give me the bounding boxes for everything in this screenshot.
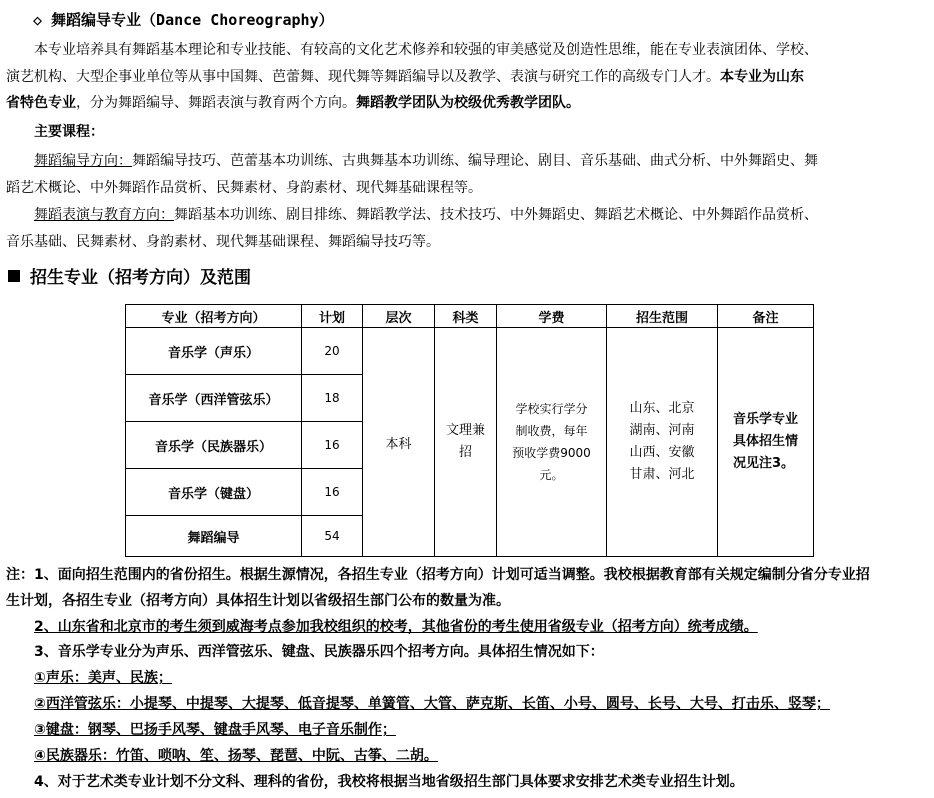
fee-line-1: 学校实行学分 [515,402,588,416]
scope-line-4: 甘肃、河北 [629,467,695,482]
fee-text [512,398,591,486]
header-level: 层次 [363,305,435,328]
header-major: 专业（招考方向） [126,305,302,328]
plan-cell: 16 [302,469,363,516]
scope-text [629,398,694,486]
fee-line-3: 预收学费9000 [512,446,591,460]
level-cell [363,328,435,557]
choreo-line-2: 蹈艺术概论、中外舞蹈作品赏析、民舞素材、身韵素材、现代舞基础课程等。 [6,180,482,196]
table-header-row [126,305,814,328]
major-cell: 舞蹈编导 [126,516,302,557]
courses-heading: 主要课程： [34,124,104,140]
intro-line-2-text: 演艺机构、大型企事业单位等从事中国舞、芭蕾舞、现代舞等舞蹈编导以及教学、表演与研究工作的高级专门人才。 [6,69,720,85]
level-text: 本科 [385,436,412,452]
intro-line-1: 本专业培养具有舞蹈基本理论和专业技能、有较高的文化艺术修养和较强的审美感觉及创造性思维，能在专业表演团体、学校、 [34,42,818,58]
fee-line-2: 制收费，每年 [515,424,588,438]
choreo-text-1: 舞蹈编导技巧、芭蕾基本功训练、古典舞基本功训练、编导理论、剧目、音乐基础、曲式分析、中外舞蹈史、舞 [132,153,818,169]
category-line-1: 文理兼 [445,423,485,438]
note-3-western: ②西洋管弦乐：小提琴、中提琴、大提琴、低音提琴、单簧管、大管、萨克斯、长笛、小号、圆号、长号、大号、打击乐、竖琴； [34,696,830,712]
admission-heading [8,266,251,290]
plan-cell: 16 [302,422,363,469]
note-text [733,409,798,475]
intro-line-2 [6,67,804,87]
table-row [126,328,814,375]
admission-heading-text: 招生专业（招考方向）及范围 [30,268,251,288]
major-cell: 音乐学（键盘） [126,469,302,516]
note-line-1: 音乐学专业 [732,412,798,427]
note-3-keyboard: ③键盘：钢琴、巴扬手风琴、键盘手风琴、电子音乐制作； [34,722,396,738]
choreo-line-1 [34,151,818,171]
header-plan: 计划 [302,305,363,328]
header-fee: 学费 [497,305,607,328]
major-cell: 音乐学（西洋管弦乐） [126,375,302,422]
header-note: 备注 [718,305,814,328]
category-text [446,420,485,464]
header-category: 科类 [435,305,497,328]
choreo-label: 舞蹈编导方向： [34,153,132,169]
perf-label: 舞蹈表演与教育方向： [34,207,174,223]
section-title: ◇ 舞蹈编导专业（Dance Choreography） [33,11,334,29]
intro-line-2-bold: 本专业为山东 [720,69,804,85]
note-1-line-2: 生计划，各招生专业（招考方向）具体招生计划以省级招生部门公布的数量为准。 [6,593,510,609]
intro-line-3 [6,93,580,113]
note-4: 4、对于艺术类专业计划不分文科、理科的省份，我校将根据当地省级招生部门具体要求安排艺术类专业招生计划。 [34,774,744,790]
note-line-3: 况见注3。 [732,456,795,471]
fee-line-4: 元。 [539,468,564,482]
perf-line-2: 音乐基础、民舞素材、身韵素材、现代舞基础课程、舞蹈编导技巧等。 [6,234,440,250]
scope-line-1: 山东、北京 [629,401,695,416]
intro-line-3-bold-1: 省特色专业 [6,95,76,111]
note-3: 3、音乐学专业分为声乐、西洋管弦乐、键盘、民族器乐四个招考方向。具体招生情况如下： [34,644,604,660]
note-3-folk: ④民族器乐：竹笛、唢呐、笙、扬琴、琵琶、中阮、古筝、二胡。 [34,748,438,764]
perf-line-1 [34,205,818,225]
note-1-line-1: 注：1、面向招生范围内的省份招生。根据生源情况，各招生专业（招考方向）计划可适当调整。我校根据教育部有关规定编制分省分专业招 [6,567,870,583]
intro-line-3-text: ，分为舞蹈编导、舞蹈表演与教育两个方向。 [76,95,356,111]
note-line-2: 具体招生情 [732,434,798,449]
major-cell: 音乐学（声乐） [126,328,302,375]
admission-table [125,304,814,557]
plan-cell: 20 [302,328,363,375]
scope-cell [607,328,718,557]
plan-cell: 54 [302,516,363,557]
category-cell [435,328,497,557]
note-3-vocal: ①声乐：美声、民族； [34,670,172,686]
perf-text-1: 舞蹈基本功训练、剧目排练、舞蹈教学法、技术技巧、中外舞蹈史、舞蹈艺术概论、中外舞蹈作品赏析、 [174,207,818,223]
scope-line-3: 山西、安徽 [629,445,695,460]
scope-line-2: 湖南、河南 [629,423,695,438]
square-bullet-icon [8,270,20,282]
note-2: 2、山东省和北京市的考生须到威海考点参加我校组织的校考，其他省份的考生使用省级专业（招考方向）统考成绩。 [34,619,758,635]
plan-cell: 18 [302,375,363,422]
header-scope: 招生范围 [607,305,718,328]
major-cell: 音乐学（民族器乐） [126,422,302,469]
note-cell [718,328,814,557]
fee-cell [497,328,607,557]
intro-line-3-bold-2: 舞蹈教学团队为校级优秀教学团队。 [356,95,580,111]
category-line-2: 招 [458,445,472,460]
